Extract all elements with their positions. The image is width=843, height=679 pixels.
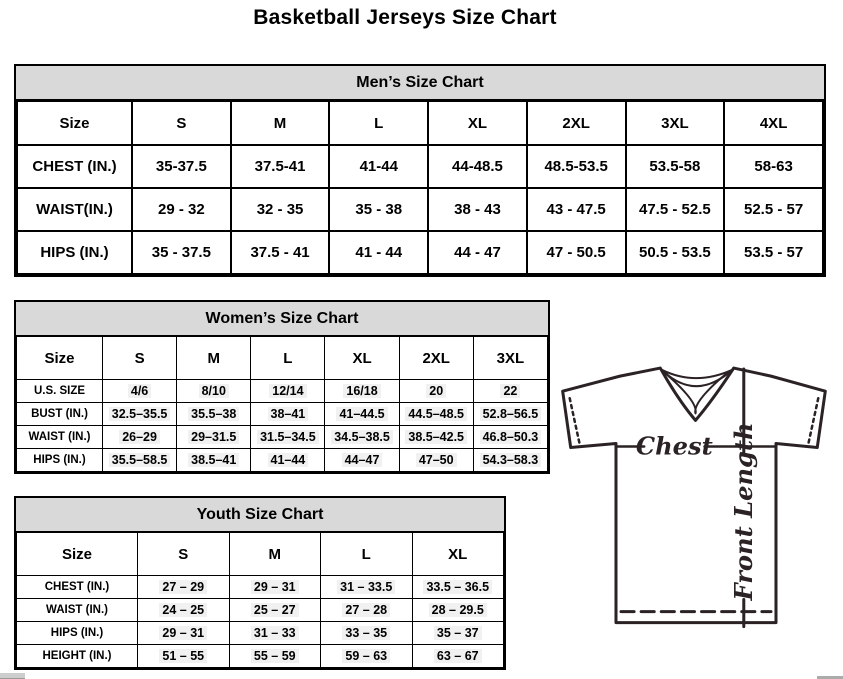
- size-value: 52.5 - 57: [724, 188, 823, 231]
- womens-size-table: [16, 336, 548, 472]
- size-value: 26–29: [103, 426, 177, 449]
- size-value: 33.5 – 36.5: [412, 576, 504, 599]
- size-value: 44–47: [325, 449, 399, 472]
- size-value: 48.5-53.5: [527, 145, 626, 188]
- mens-chart-title: Men’s Size Chart: [16, 66, 824, 100]
- table-row: [17, 645, 504, 668]
- size-value: 50.5 - 53.5: [626, 231, 725, 274]
- column-header: 3XL: [626, 101, 725, 145]
- size-value: 43 - 47.5: [527, 188, 626, 231]
- size-value: 38.5–42.5: [399, 426, 473, 449]
- size-value: 29 – 31: [138, 622, 230, 645]
- header-row: [17, 101, 823, 145]
- size-value: 29 – 31: [229, 576, 321, 599]
- row-label: HIPS (IN.): [17, 231, 132, 274]
- table-row: [17, 145, 823, 188]
- size-value: 37.5 - 41: [231, 231, 330, 274]
- size-value: 37.5-41: [231, 145, 330, 188]
- column-header: Size: [17, 337, 103, 380]
- column-header: M: [231, 101, 330, 145]
- size-value: 31 – 33.5: [321, 576, 413, 599]
- size-value: 63 – 67: [412, 645, 504, 668]
- column-header: Size: [17, 533, 138, 576]
- scrollbar-fragment-left: [0, 673, 25, 679]
- size-value: 41–44: [251, 449, 325, 472]
- size-value: 27 – 29: [138, 576, 230, 599]
- size-value: 29–31.5: [177, 426, 251, 449]
- size-value: 44.5–48.5: [399, 403, 473, 426]
- size-value: 38 - 43: [428, 188, 527, 231]
- size-value: 35 - 38: [329, 188, 428, 231]
- row-label: WAIST (IN.): [17, 599, 138, 622]
- size-value: 24 – 25: [138, 599, 230, 622]
- size-value: 59 – 63: [321, 645, 413, 668]
- column-header: S: [103, 337, 177, 380]
- column-header: S: [138, 533, 230, 576]
- column-header: L: [321, 533, 413, 576]
- header-row: [17, 533, 504, 576]
- youth-size-chart: [14, 496, 506, 670]
- youth-size-table: [16, 532, 504, 668]
- size-value: 51 – 55: [138, 645, 230, 668]
- size-value: 47.5 - 52.5: [626, 188, 725, 231]
- size-value: 47 - 50.5: [527, 231, 626, 274]
- womens-size-chart: [14, 300, 550, 474]
- column-header: 2XL: [399, 337, 473, 380]
- column-header: 2XL: [527, 101, 626, 145]
- row-label: HEIGHT (IN.): [17, 645, 138, 668]
- jersey-diagram: [552, 358, 843, 679]
- size-value: 44 - 47: [428, 231, 527, 274]
- size-value: 58-63: [724, 145, 823, 188]
- column-header: M: [177, 337, 251, 380]
- size-value: 53.5 - 57: [724, 231, 823, 274]
- size-value: 38.5–41: [177, 449, 251, 472]
- size-value: 8/10: [177, 380, 251, 403]
- row-label: HIPS (IN.): [17, 622, 138, 645]
- table-row: [17, 188, 823, 231]
- size-value: 44-48.5: [428, 145, 527, 188]
- row-label: CHEST (IN.): [17, 145, 132, 188]
- column-header: L: [329, 101, 428, 145]
- size-value: 35.5–58.5: [103, 449, 177, 472]
- size-value: 53.5-58: [626, 145, 725, 188]
- mens-size-table: [16, 100, 824, 275]
- size-value: 31 – 33: [229, 622, 321, 645]
- size-value: 46.8–50.3: [473, 426, 547, 449]
- row-label: BUST (IN.): [17, 403, 103, 426]
- size-value: 32 - 35: [231, 188, 330, 231]
- row-label: U.S. SIZE: [17, 380, 103, 403]
- table-row: [17, 380, 548, 403]
- table-row: [17, 599, 504, 622]
- size-value: 33 – 35: [321, 622, 413, 645]
- column-header: L: [251, 337, 325, 380]
- size-value: 31.5–34.5: [251, 426, 325, 449]
- size-value: 27 – 28: [321, 599, 413, 622]
- size-value: 55 – 59: [229, 645, 321, 668]
- row-label: HIPS (IN.): [17, 449, 103, 472]
- page-title: Basketball Jerseys Size Chart: [253, 6, 557, 29]
- mens-size-chart: [14, 64, 826, 277]
- size-value: 41 - 44: [329, 231, 428, 274]
- size-value: 12/14: [251, 380, 325, 403]
- size-value: 4/6: [103, 380, 177, 403]
- column-header: XL: [428, 101, 527, 145]
- table-row: [17, 449, 548, 472]
- table-row: [17, 622, 504, 645]
- size-value: 34.5–38.5: [325, 426, 399, 449]
- size-value: 41-44: [329, 145, 428, 188]
- youth-chart-title: Youth Size Chart: [16, 498, 504, 532]
- size-value: 32.5–35.5: [103, 403, 177, 426]
- table-row: [17, 231, 823, 274]
- front-length-label: Front Length: [728, 422, 758, 601]
- column-header: M: [229, 533, 321, 576]
- size-value: 22: [473, 380, 547, 403]
- size-value: 54.3–58.3: [473, 449, 547, 472]
- row-label: WAIST(IN.): [17, 188, 132, 231]
- column-header: S: [132, 101, 231, 145]
- table-row: [17, 403, 548, 426]
- size-value: 47–50: [399, 449, 473, 472]
- size-value: 20: [399, 380, 473, 403]
- header-row: [17, 337, 548, 380]
- size-value: 35 – 37: [412, 622, 504, 645]
- row-label: WAIST (IN.): [17, 426, 103, 449]
- table-row: [17, 576, 504, 599]
- size-value: 52.8–56.5: [473, 403, 547, 426]
- womens-chart-title: Women’s Size Chart: [16, 302, 548, 336]
- column-header: XL: [325, 337, 399, 380]
- size-value: 16/18: [325, 380, 399, 403]
- size-value: 35-37.5: [132, 145, 231, 188]
- size-value: 35.5–38: [177, 403, 251, 426]
- size-value: 29 - 32: [132, 188, 231, 231]
- column-header: XL: [412, 533, 504, 576]
- size-value: 28 – 29.5: [412, 599, 504, 622]
- size-value: 38–41: [251, 403, 325, 426]
- table-row: [17, 426, 548, 449]
- row-label: CHEST (IN.): [17, 576, 138, 599]
- chest-label: Chest: [635, 431, 713, 461]
- column-header: 3XL: [473, 337, 547, 380]
- size-value: 41–44.5: [325, 403, 399, 426]
- size-value: 35 - 37.5: [132, 231, 231, 274]
- size-value: 25 – 27: [229, 599, 321, 622]
- column-header: 4XL: [724, 101, 823, 145]
- column-header: Size: [17, 101, 132, 145]
